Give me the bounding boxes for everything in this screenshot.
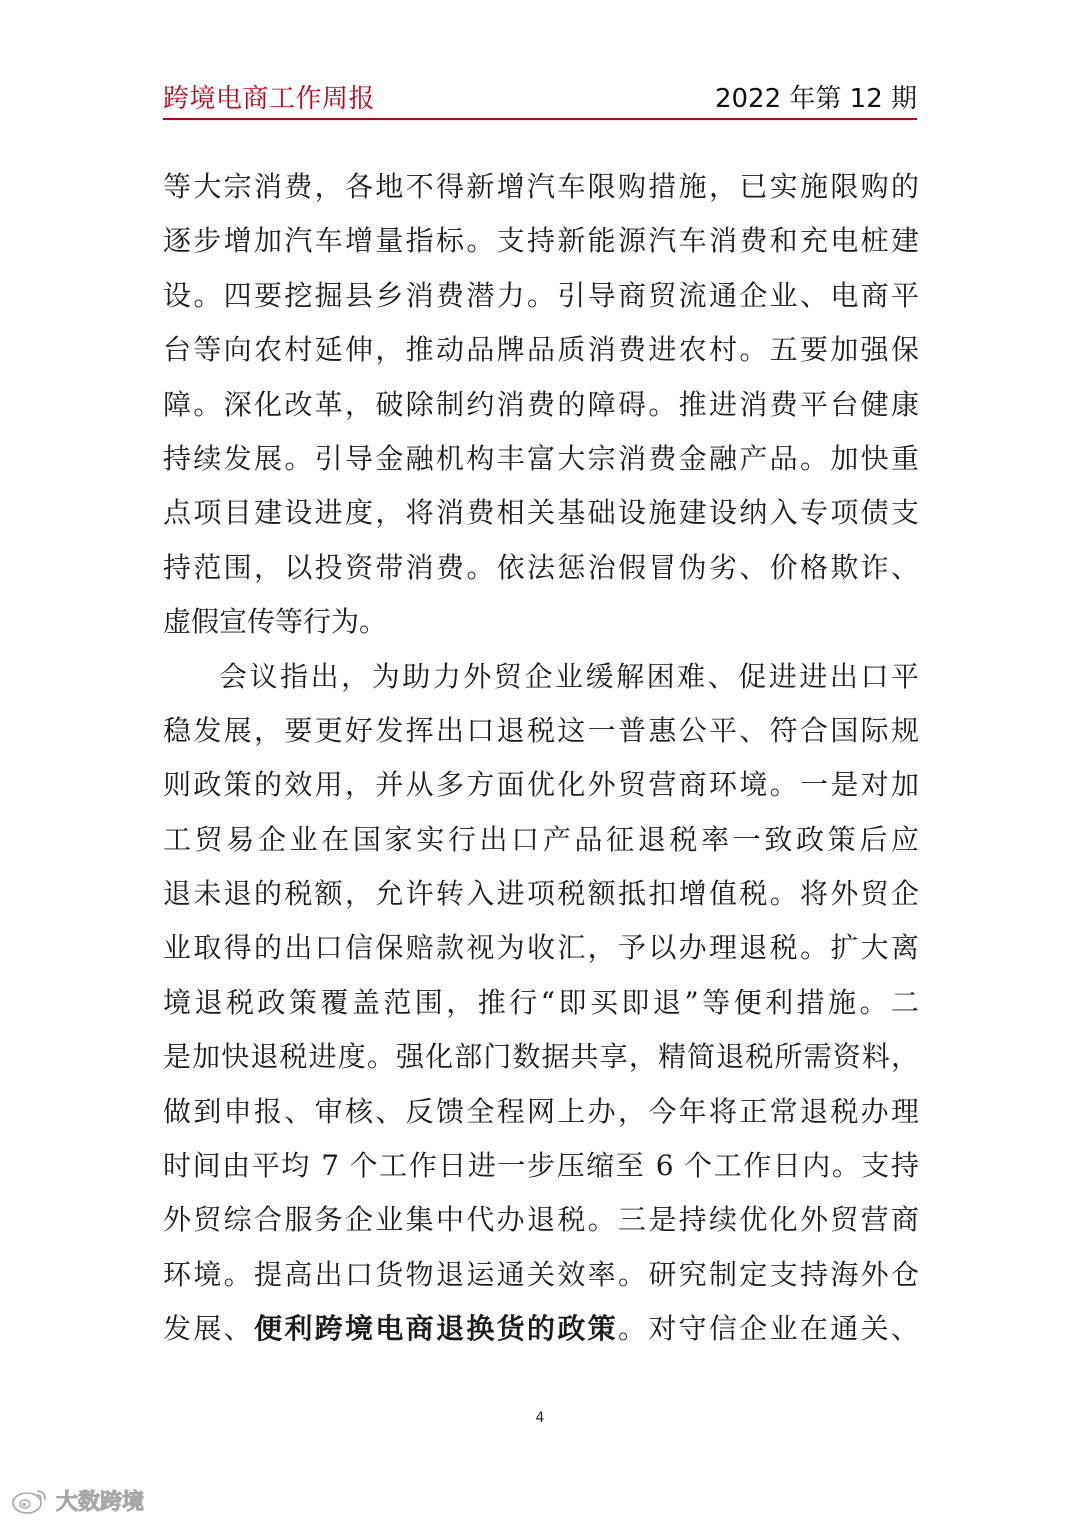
text-line: 障。深化改革，破除制约消费的障碍。推进消费平台健康 <box>163 387 919 421</box>
paragraph-1 <box>163 160 919 650</box>
text-line: 持续发展。引导金融机构丰富大宗消费金融产品。加快重 <box>163 441 919 475</box>
text-line: 设。四要挖掘县乡消费潜力。引导商贸流通企业、电商平 <box>163 278 919 312</box>
text-line: 是加快退税进度。强化部门数据共享，精简退税所需资料， <box>163 1040 919 1074</box>
line-text-after: 。对守信企业在通关、 <box>617 1312 919 1346</box>
text-line: 等大宗消费，各地不得新增汽车限购措施，已实施限购的 <box>163 170 919 203</box>
text-line: 逐步增加汽车增量指标。支持新能源汽车消费和充电桩建 <box>163 224 919 258</box>
text-line: 外贸综合服务企业集中代办退税。三是持续优化外贸营商 <box>163 1203 919 1237</box>
text-line: 点项目建设进度，将消费相关基础设施建设纳入专项债支 <box>163 496 919 530</box>
text-line: 工贸易企业在国家实行出口产品征退税率一致政策后应 <box>163 822 919 856</box>
text-line: 时间由平均 7 个工作日进一步压缩至 6 个工作日内。支持 <box>163 1149 919 1183</box>
text-line: 稳发展，要更好发挥出口退税这一普惠公平、符合国际规 <box>163 713 919 747</box>
text-line: 业取得的出口信保赔款视为收汇，予以办理退税。扩大离 <box>163 931 919 965</box>
bold-highlight-text: 便利跨境电商退换货的政策 <box>254 1312 618 1346</box>
weibo-logo-icon <box>10 1485 50 1515</box>
text-line: 持范围，以投资带消费。依法惩治假冒伪劣、价格欺诈、 <box>163 550 919 584</box>
text-line: 台等向农村延伸，推动品牌品质消费进农村。五要加强保 <box>163 333 919 367</box>
text-line: 会议指出，为助力外贸企业缓解困难、促进进出口平 <box>219 659 919 693</box>
page-header <box>163 74 917 120</box>
issue-number: 2022 年第 12 期 <box>714 84 917 114</box>
report-title: 跨境电商工作周报 <box>163 84 376 114</box>
text-line: 环境。提高出口货物退运通关效率。研究制定支持海外仓 <box>163 1257 919 1291</box>
watermark-text: 大数跨境 <box>56 1489 145 1515</box>
text-line: 虚假宣传等行为。 <box>163 605 388 639</box>
watermark <box>10 1482 144 1518</box>
document-body <box>163 160 919 1357</box>
line-text-before: 发展、 <box>163 1312 254 1346</box>
text-line: 做到申报、审核、反馈全程网上办，今年将正常退税办理 <box>163 1094 919 1128</box>
text-line: 境退税政策覆盖范围，推行“即买即退”等便利措施。二 <box>163 985 919 1019</box>
paragraph-2 <box>163 650 919 1357</box>
text-line: 退未退的税额，允许转入进项税额抵扣增值税。将外贸企 <box>163 877 919 911</box>
text-line: 则政策的效用，并从多方面优化外贸营商环境。一是对加 <box>163 768 919 802</box>
page-number: 4 <box>535 1410 545 1426</box>
text-line-with-bold <box>163 1302 919 1356</box>
